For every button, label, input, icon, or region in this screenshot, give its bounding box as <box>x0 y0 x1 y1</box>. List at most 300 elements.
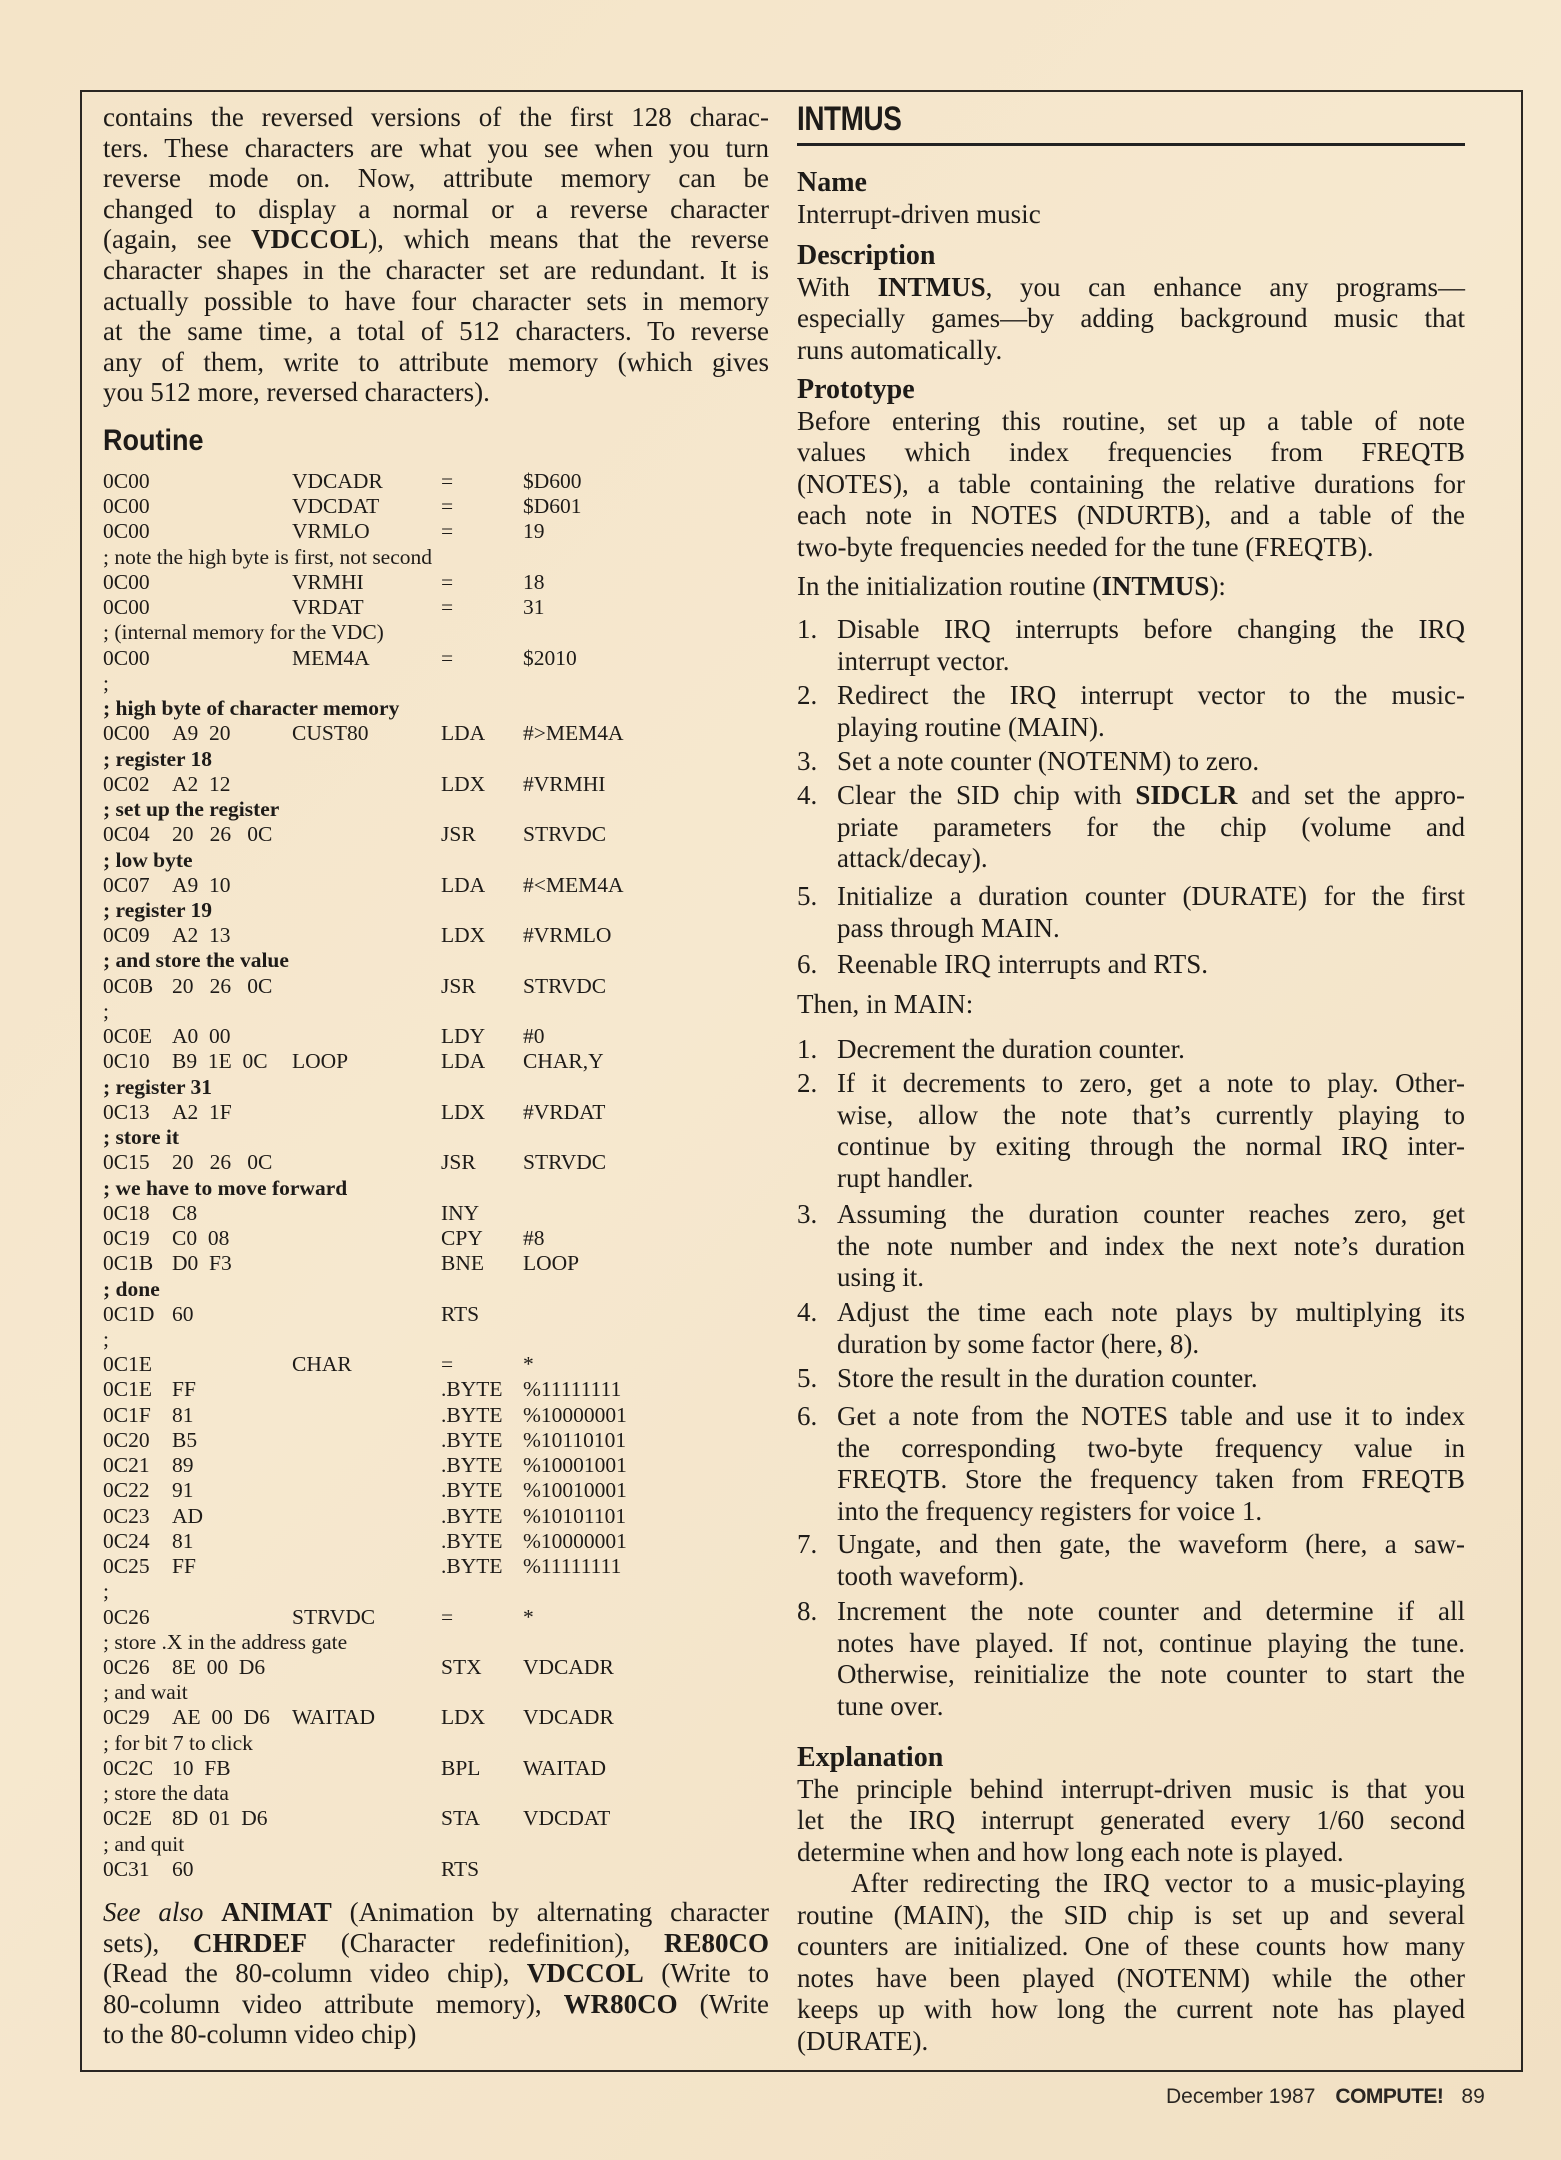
code-bytes: 20 26 0C <box>172 822 273 847</box>
text-line: into the frequency registers for voice 1. <box>837 1495 1263 1526</box>
code-bytes: A2 13 <box>172 923 231 948</box>
code-line <box>103 1554 763 1579</box>
code-bytes: 60 <box>172 1856 194 1881</box>
text-segment: (Write to <box>643 1958 769 1989</box>
code-line <box>103 1756 763 1781</box>
intro-paragraph <box>103 102 769 408</box>
text-segment: In the initialization routine ( <box>797 571 1102 601</box>
text-line: (DURATE). <box>797 2025 929 2056</box>
code-arg: VDCADR <box>523 1705 614 1730</box>
code-op: LDA <box>441 1049 486 1074</box>
code-line <box>103 1428 763 1453</box>
list-number: 1. <box>797 614 818 644</box>
text-line: determine when and how long each note is played. <box>797 1836 1344 1867</box>
list-number: 4. <box>797 780 818 810</box>
list-item <box>797 1529 1465 1592</box>
text-segment: , you can enhance any programs— <box>985 271 1466 302</box>
description-text <box>797 272 1465 367</box>
code-op: LDA <box>441 721 486 746</box>
code-arg: CHAR,Y <box>523 1049 604 1074</box>
code-bytes: AE 00 D6 <box>172 1705 270 1730</box>
explanation-heading: Explanation <box>797 1742 944 1773</box>
text-line: FREQTB. Store the frequency taken from FREQTB <box>837 1464 1465 1494</box>
code-arg: %10000001 <box>523 1402 627 1427</box>
code-arg: #0 <box>523 1024 545 1049</box>
list-number: 4. <box>797 1297 818 1327</box>
code-bytes: 60 <box>172 1301 194 1326</box>
code-addr: 0C00 <box>103 519 150 544</box>
code-comment: ; we have to move forward <box>103 1175 348 1200</box>
code-addr: 0C04 <box>103 822 150 847</box>
code-line <box>103 1504 763 1529</box>
list-item <box>797 1596 1465 1722</box>
code-addr: 0C1E <box>103 1352 152 1377</box>
text-line <box>103 1928 769 1959</box>
explanation-paragraph-1 <box>797 1774 1465 1869</box>
code-bytes: 81 <box>172 1402 194 1427</box>
code-addr: 0C25 <box>103 1554 150 1579</box>
code-op: LDY <box>441 1024 486 1049</box>
list-item-text <box>837 1529 1465 1592</box>
code-line <box>103 1150 763 1175</box>
text-line: using it. <box>837 1262 925 1292</box>
name-heading: Name <box>797 167 867 198</box>
code-op: .BYTE <box>441 1503 503 1528</box>
list-item <box>797 1363 1465 1395</box>
code-line <box>103 822 763 847</box>
list-item <box>797 949 1465 981</box>
code-bytes: B5 <box>172 1427 198 1452</box>
code-addr: 0C13 <box>103 1099 150 1124</box>
code-line <box>103 570 763 595</box>
text-line: Set a note counter (NOTENM) to zero. <box>837 746 1260 776</box>
code-addr: 0C1B <box>103 1251 154 1276</box>
list-number: 8. <box>797 1596 818 1626</box>
then-main <box>797 989 1465 1021</box>
code-comment: ; and store the value <box>103 948 289 973</box>
code-addr: 0C00 <box>103 569 150 594</box>
emphasis: See also <box>103 1897 204 1927</box>
code-op: RTS <box>441 1301 480 1326</box>
code-line <box>103 519 763 544</box>
code-line <box>103 1806 763 1831</box>
code-comment: ; store it <box>103 1125 180 1150</box>
code-line <box>103 1605 763 1630</box>
list-item-text <box>837 1596 1465 1722</box>
routine-reference: INTMUS <box>877 271 986 302</box>
text-line: reverse mode on. Now, attribute memory can be <box>103 163 769 194</box>
code-label: VRMHI <box>292 569 364 594</box>
text-line: tooth waveform). <box>837 1560 1025 1591</box>
code-bytes: 91 <box>172 1478 194 1503</box>
text-segment <box>203 1897 221 1927</box>
code-addr: 0C02 <box>103 771 150 796</box>
list-item <box>797 780 1465 875</box>
code-op: LDX <box>441 1705 486 1730</box>
page-footer <box>1166 2085 1485 2109</box>
code-comment: ; (internal memory for the VDC) <box>103 620 384 645</box>
list-item <box>797 614 1465 677</box>
code-arg: 19 <box>523 519 545 544</box>
code-comment: ; high byte of character memory <box>103 696 400 721</box>
code-comment: ; <box>103 1579 109 1604</box>
code-op: = <box>441 1352 454 1377</box>
code-addr: 0C00 <box>103 721 150 746</box>
code-arg: %10101101 <box>523 1503 627 1528</box>
code-line <box>103 469 763 494</box>
code-addr: 0C00 <box>103 469 150 493</box>
code-bytes: A9 10 <box>172 872 231 897</box>
code-line <box>103 1049 763 1074</box>
text-line: routine (MAIN), the SID chip is set up and several <box>797 1899 1465 1930</box>
routine-reference: ANIMAT <box>221 1897 332 1927</box>
see-also-paragraph <box>103 1897 769 2050</box>
code-arg: %10010001 <box>523 1478 627 1503</box>
code-addr: 0C2E <box>103 1806 152 1831</box>
code-line <box>103 1226 763 1251</box>
code-line <box>103 1352 763 1377</box>
code-op: LDX <box>441 771 486 796</box>
text-line: Assuming the duration counter reaches zero, get <box>837 1199 1465 1229</box>
code-line <box>103 1201 763 1226</box>
text-line: contains the reversed versions of the first 128 charac- <box>103 102 769 132</box>
code-op: BNE <box>441 1251 484 1276</box>
code-arg: #<MEM4A <box>523 872 624 897</box>
code-op: = <box>441 469 454 493</box>
code-bytes: 81 <box>172 1528 194 1553</box>
prototype-text <box>797 406 1465 564</box>
text-segment: sets), <box>103 1927 194 1958</box>
code-bytes: AD <box>172 1503 204 1528</box>
code-comment-line <box>103 1731 763 1756</box>
text-line <box>103 1897 769 1928</box>
code-op: LDA <box>441 872 486 897</box>
code-addr: 0C1D <box>103 1301 155 1326</box>
code-op: = <box>441 494 454 519</box>
text-line: playing routine (MAIN). <box>837 711 1105 742</box>
code-comment-line <box>103 948 763 973</box>
text-line: to the 80-column video chip) <box>103 2019 417 2050</box>
text-line: Store the result in the duration counter. <box>837 1363 1258 1393</box>
code-addr: 0C00 <box>103 494 150 519</box>
code-line <box>103 923 763 948</box>
list-item <box>797 881 1465 944</box>
text-line: Initialize a duration counter (DURATE) for the first <box>837 881 1465 911</box>
list-number: 2. <box>797 1068 818 1098</box>
code-comment: ; register 31 <box>103 1074 213 1099</box>
code-comment-line <box>103 1680 763 1705</box>
text-line: duration by some factor (here, 8). <box>837 1328 1200 1359</box>
code-comment: ; store .X in the address gate <box>103 1629 348 1654</box>
code-line <box>103 1857 763 1882</box>
code-addr: 0C21 <box>103 1453 150 1478</box>
code-arg: STRVDC <box>523 822 607 847</box>
code-bytes: 20 26 0C <box>172 1150 273 1175</box>
text-segment: With <box>797 271 878 302</box>
code-comment-line <box>103 1832 763 1857</box>
explanation-paragraph-2 <box>797 1868 1465 2057</box>
code-label: CHAR <box>292 1352 352 1377</box>
code-op: = <box>441 519 454 544</box>
code-op: JSR <box>441 973 476 998</box>
prototype-section <box>797 374 1465 563</box>
code-line <box>103 1251 763 1276</box>
code-arg: %11111111 <box>523 1554 622 1579</box>
issue-date: December 1987 <box>1166 2085 1316 2108</box>
code-addr: 0C19 <box>103 1226 150 1251</box>
text-line: counters are initialized. One of these counts how many <box>797 1931 1465 1961</box>
text-line <box>797 272 1465 304</box>
code-comment-line <box>103 898 763 923</box>
code-line <box>103 1705 763 1730</box>
text-line: each note in NOTES (NDURTB), and a table of the <box>797 500 1465 530</box>
code-bytes: 89 <box>172 1453 194 1478</box>
code-comment-line <box>103 1630 763 1655</box>
text-line: especially games—by adding background music that <box>797 303 1465 333</box>
text-line: If it decrements to zero, get a note to play. Other- <box>837 1068 1465 1098</box>
code-op: = <box>441 1604 454 1629</box>
text-line: the note number and index the next note’s duration <box>837 1230 1465 1261</box>
text-line: runs automatically. <box>797 334 1003 365</box>
text-segment: (again, see <box>103 224 252 255</box>
code-op: .BYTE <box>441 1427 503 1452</box>
text-line: changed to display a normal or a reverse character <box>103 193 769 224</box>
text-line <box>103 1989 769 2020</box>
code-line <box>103 772 763 797</box>
routine-reference: VDCCOL <box>251 224 369 255</box>
code-label: VDCDAT <box>292 494 380 519</box>
code-bytes: A9 20 <box>172 721 231 746</box>
code-addr: 0C07 <box>103 872 150 897</box>
code-bytes: A2 12 <box>172 771 231 796</box>
code-op: = <box>441 645 454 670</box>
list-number: 2. <box>797 680 818 710</box>
text-line: Decrement the duration counter. <box>837 1034 1185 1064</box>
code-addr: 0C00 <box>103 595 150 620</box>
code-arg: WAITAD <box>523 1755 607 1780</box>
code-arg: $2010 <box>523 645 577 670</box>
code-comment: ; register 18 <box>103 746 213 771</box>
code-op: LDX <box>441 923 486 948</box>
text-line: Then, in MAIN: <box>797 989 974 1019</box>
code-arg: %10110101 <box>523 1427 627 1452</box>
code-op: .BYTE <box>441 1377 503 1402</box>
init-intro <box>797 571 1465 603</box>
text-line: the corresponding two-byte frequency value in <box>837 1432 1465 1463</box>
code-addr: 0C00 <box>103 645 150 670</box>
code-comment-line <box>103 999 763 1024</box>
routine-reference: VDCCOL <box>526 1958 644 1989</box>
list-item-text <box>837 881 1465 944</box>
text-line: Before entering this routine, set up a table of note <box>797 405 1465 436</box>
code-comment-line <box>103 797 763 822</box>
text-line: any of them, write to attribute memory (which gives <box>103 346 769 377</box>
code-arg: STRVDC <box>523 973 607 998</box>
text-line: Adjust the time each note plays by multiplying its <box>837 1297 1465 1327</box>
code-comment: ; and quit <box>103 1831 185 1856</box>
code-comment-line <box>103 848 763 873</box>
code-label: VRDAT <box>292 595 364 620</box>
code-bytes: 8D 01 D6 <box>172 1806 268 1831</box>
code-addr: 0C24 <box>103 1528 150 1553</box>
code-comment: ; store the data <box>103 1781 229 1806</box>
text-line: Disable IRQ interrupts before changing the IRQ <box>837 614 1465 644</box>
text-line: tune over. <box>837 1690 944 1721</box>
code-line <box>103 1655 763 1680</box>
code-arg: VDCDAT <box>523 1806 611 1831</box>
code-arg: %10001001 <box>523 1453 627 1478</box>
code-comment: ; note the high byte is first, not second <box>103 544 433 569</box>
code-bytes: 8E 00 D6 <box>172 1655 266 1680</box>
list-number: 6. <box>797 949 818 979</box>
list-item <box>797 1297 1465 1360</box>
code-arg: LOOP <box>523 1251 580 1276</box>
code-arg: $D600 <box>523 469 582 493</box>
code-arg: * <box>523 1604 534 1629</box>
list-item-text <box>837 614 1465 677</box>
list-item <box>797 746 1465 778</box>
code-listing <box>103 469 763 1882</box>
text-line: at the same time, a total of 512 characters. To reverse <box>103 316 769 347</box>
code-arg: %10000001 <box>523 1528 627 1553</box>
code-line <box>103 1100 763 1125</box>
explanation-section <box>797 1742 1465 2057</box>
text-segment: ), which means that the reverse <box>368 224 769 255</box>
code-bytes: B9 1E 0C <box>172 1049 268 1074</box>
code-addr: 0C23 <box>103 1503 150 1528</box>
code-addr: 0C18 <box>103 1200 150 1225</box>
code-arg: #VRDAT <box>523 1099 606 1124</box>
code-comment-line <box>103 1781 763 1806</box>
name-section <box>797 167 1465 230</box>
code-comment-line <box>103 1277 763 1302</box>
code-op: STA <box>441 1806 480 1831</box>
code-line <box>103 873 763 898</box>
code-bytes: FF <box>172 1554 196 1579</box>
routine-reference: SIDCLR <box>1135 780 1238 810</box>
article-title: INTMUS <box>797 100 902 138</box>
code-op: BPL <box>441 1755 481 1780</box>
code-op: CPY <box>441 1226 483 1251</box>
code-comment: ; set up the register <box>103 797 280 822</box>
prototype-heading: Prototype <box>797 374 915 405</box>
text-line: After redirecting the IRQ vector to a music-playing <box>851 1868 1465 1898</box>
code-op: JSR <box>441 822 476 847</box>
code-addr: 0C20 <box>103 1427 150 1452</box>
list-item-text <box>837 1068 1465 1194</box>
code-op: = <box>441 595 454 620</box>
text-line: notes have played. If not, continue playing the tune. <box>837 1627 1465 1658</box>
text-segment: ): <box>1209 571 1226 601</box>
text-segment: (Read the 80-column video chip), <box>103 1958 527 1989</box>
text-line: keeps up with how long the current note has played <box>797 1994 1465 2024</box>
code-addr: 0C1F <box>103 1402 151 1427</box>
code-bytes: FF <box>172 1377 196 1402</box>
code-line <box>103 595 763 620</box>
code-addr: 0C10 <box>103 1049 150 1074</box>
code-addr: 0C22 <box>103 1478 150 1503</box>
list-item-text <box>837 1199 1465 1294</box>
code-arg: 18 <box>523 569 545 594</box>
code-bytes: 10 FB <box>172 1755 231 1780</box>
text-line: let the IRQ interrupt generated every 1/60 second <box>797 1805 1465 1835</box>
code-line <box>103 721 763 746</box>
code-comment: ; <box>103 998 109 1023</box>
code-comment-line <box>103 1327 763 1352</box>
text-line: priate parameters for the chip (volume and <box>837 811 1465 842</box>
list-item <box>797 1034 1465 1066</box>
list-number: 5. <box>797 1363 818 1393</box>
list-item <box>797 1068 1465 1194</box>
code-bytes: A0 00 <box>172 1024 231 1049</box>
text-line: rupt handler. <box>837 1162 974 1193</box>
list-item <box>797 1199 1465 1294</box>
code-line <box>103 1403 763 1428</box>
text-line <box>103 1958 769 1989</box>
code-addr: 0C0E <box>103 1024 152 1049</box>
text-line: ters. These characters are what you see when you turn <box>103 132 769 163</box>
code-comment: ; <box>103 1326 109 1351</box>
text-line: Reenable IRQ interrupts and RTS. <box>837 949 1209 979</box>
code-label: LOOP <box>292 1049 349 1074</box>
page-number: 89 <box>1461 2085 1485 2108</box>
text-line: notes have been played (NOTENM) while the other <box>797 1962 1465 1993</box>
list-item-text <box>837 680 1465 743</box>
code-comment: ; and wait <box>103 1680 188 1705</box>
text-segment: 80-column video attribute memory), <box>103 1988 564 2019</box>
code-op: .BYTE <box>441 1453 503 1478</box>
text-line: character shapes in the character set are redundant. It is <box>103 254 769 285</box>
routine-heading: Routine <box>103 424 204 457</box>
text-line: Increment the note counter and determine if all <box>837 1596 1465 1626</box>
code-arg: %11111111 <box>523 1377 622 1402</box>
text-line: pass through MAIN. <box>837 912 1060 943</box>
code-op: .BYTE <box>441 1528 503 1553</box>
text-line: Ungate, and then gate, the waveform (here, a saw- <box>837 1529 1465 1559</box>
text-line <box>103 224 769 255</box>
code-op: .BYTE <box>441 1478 503 1503</box>
code-arg: #8 <box>523 1226 545 1251</box>
text-line: actually possible to have four character sets in memory <box>103 285 769 316</box>
code-op: LDX <box>441 1099 486 1124</box>
code-line <box>103 1377 763 1402</box>
code-line <box>103 1453 763 1478</box>
code-addr: 0C26 <box>103 1655 150 1680</box>
list-item <box>797 1401 1465 1527</box>
text-line: (NOTES), a table containing the relative durations for <box>797 468 1465 499</box>
text-line <box>797 571 1465 603</box>
code-comment-line <box>103 1176 763 1201</box>
code-op: .BYTE <box>441 1554 503 1579</box>
text-line: Redirect the IRQ interrupt vector to the music- <box>837 680 1465 710</box>
code-arg: #VRMHI <box>523 771 606 796</box>
code-comment-line <box>103 671 763 696</box>
code-comment-line <box>103 1579 763 1604</box>
code-addr: 0C1E <box>103 1377 152 1402</box>
code-line <box>103 1024 763 1049</box>
code-arg: 31 <box>523 595 545 620</box>
code-label: VDCADR <box>292 469 383 493</box>
list-number: 1. <box>797 1034 818 1064</box>
code-comment-line <box>103 1075 763 1100</box>
code-comment-line <box>103 545 763 570</box>
description-section <box>797 240 1465 366</box>
list-number: 7. <box>797 1529 818 1559</box>
text-segment: Clear the SID chip with <box>837 780 1136 810</box>
text-line: values which index frequencies from FREQTB <box>797 437 1465 467</box>
code-bytes: 20 26 0C <box>172 973 273 998</box>
code-addr: 0C2C <box>103 1755 154 1780</box>
